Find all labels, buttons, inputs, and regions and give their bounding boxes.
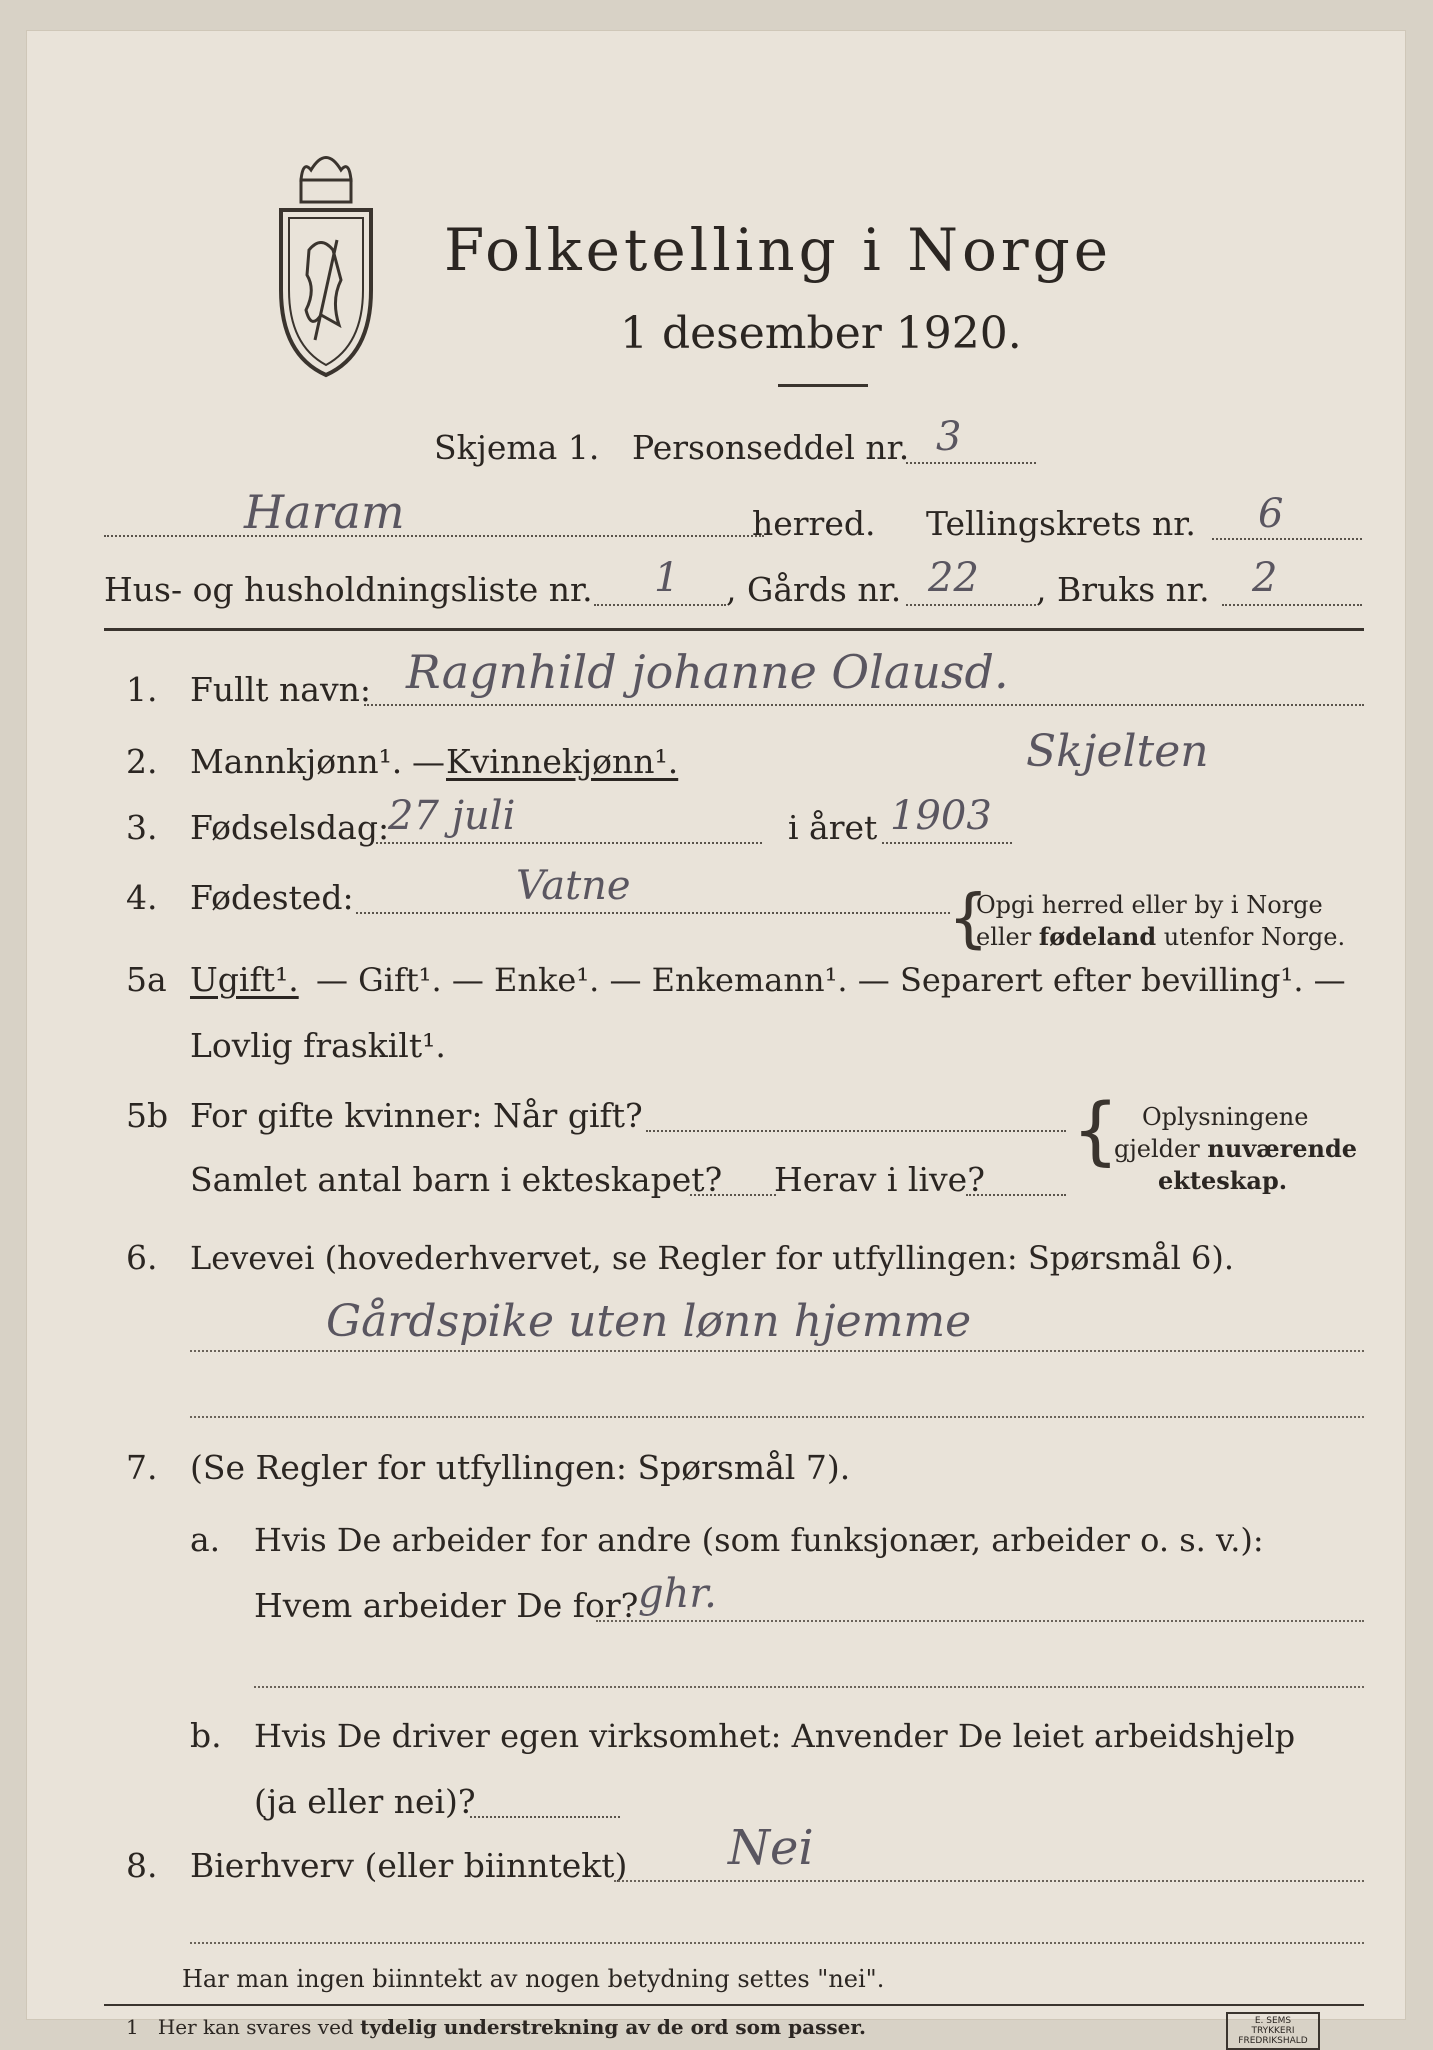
birth-year-value: 1903	[890, 793, 992, 839]
q4-note-line2: eller fødeland utenfor Norge.	[976, 922, 1346, 951]
husliste-value: 1	[654, 555, 680, 601]
personseddel-line	[906, 462, 1036, 464]
employer-value: ghr.	[638, 1571, 717, 1617]
form-title: Folketelling i Norge	[444, 216, 1113, 284]
gards-line	[906, 604, 1036, 606]
marital-status-options: — Gift¹. — Enke¹. — Enkemann¹. — Separert efter bevilling¹. —	[316, 961, 1346, 999]
children-alive-label: Herav i live?	[774, 1160, 985, 1199]
hired-help-line	[470, 1816, 620, 1818]
side-income-value: Nei	[728, 1820, 814, 1876]
q8-number: 8.	[126, 1846, 158, 1885]
title-divider	[778, 384, 868, 387]
full-name-continuation: Skjelten	[1026, 726, 1209, 777]
q4-note-brace: {	[948, 882, 989, 956]
q3-number: 3.	[126, 808, 158, 847]
gards-label: , Gårds nr.	[726, 570, 902, 609]
bruks-value: 2	[1252, 555, 1278, 601]
tellingskrets-label: Tellingskrets nr.	[926, 504, 1196, 543]
q2-separator: —	[412, 742, 445, 781]
birthplace-line	[356, 912, 950, 914]
birthplace-label: Fødested:	[190, 878, 354, 917]
side-income-line-2	[190, 1942, 1364, 1944]
bruks-line	[1222, 604, 1362, 606]
employer-line-2	[254, 1686, 1364, 1688]
husliste-line	[594, 604, 726, 606]
birthdate-line	[376, 842, 762, 844]
q7b-letter: b.	[190, 1716, 222, 1755]
children-count-line	[690, 1194, 776, 1196]
divorced-option: Lovlig fraskilt¹.	[190, 1026, 446, 1065]
children-alive-line	[966, 1194, 1066, 1196]
birth-year-label: i året	[788, 808, 878, 847]
q6-number: 6.	[126, 1238, 158, 1277]
census-date: 1 desember 1920.	[620, 308, 1022, 359]
employer-label: Hvem arbeider De for?	[254, 1586, 639, 1625]
birthdate-value: 27 juli	[388, 793, 516, 839]
hired-help-label: (ja eller nei)?	[254, 1782, 476, 1821]
female-option: Kvinnekjønn¹.	[446, 742, 679, 781]
header-divider	[104, 628, 1364, 631]
side-income-line	[614, 1880, 1364, 1882]
birthdate-label: Fødselsdag:	[190, 808, 390, 847]
herred-value: Haram	[244, 485, 405, 539]
occupation-label: Levevei (hovederhvervet, se Regler for utfyllingen: Spørsmål 6).	[190, 1239, 1235, 1277]
when-married-label: For gifte kvinner: Når gift?	[190, 1096, 643, 1135]
no-income-note: Har man ingen biinntekt av nogen betydning settes "nei".	[182, 1965, 885, 1993]
q5b-number: 5b	[126, 1096, 169, 1135]
q1-line	[364, 704, 1364, 706]
q5b-note-brace: {	[1072, 1088, 1120, 1174]
q1-number: 1.	[126, 670, 158, 709]
tellingskrets-value: 6	[1258, 491, 1284, 537]
q7b-text: Hvis De driver egen virksomhet: Anvender De leiet arbeidshjelp	[254, 1717, 1296, 1755]
when-married-line	[646, 1130, 1066, 1132]
q7-number: 7.	[126, 1448, 158, 1487]
full-name-value: Ragnhild johanne Olausd.	[406, 645, 1009, 699]
q5b-note-line1: Oplysningene	[1142, 1103, 1309, 1131]
schema-label: Skjema 1.	[434, 428, 600, 467]
birth-year-line	[882, 842, 1012, 844]
q2-number: 2.	[126, 742, 158, 781]
q4-note-line1: Opgi herred eller by i Norge	[976, 891, 1323, 919]
q7-label: (Se Regler for utfyllingen: Spørsmål 7).	[190, 1448, 851, 1487]
occupation-line-2	[190, 1416, 1364, 1418]
bruks-label: , Bruks nr.	[1036, 570, 1210, 609]
herred-label: herred.	[752, 504, 876, 543]
occupation-line-1	[190, 1350, 1364, 1352]
q7a-text: Hvis De arbeider for andre (som funksjonær, arbeider o. s. v.):	[254, 1521, 1264, 1559]
census-form-sheet	[26, 30, 1406, 2046]
gards-value: 22	[928, 555, 979, 601]
personseddel-value: 3	[936, 414, 962, 460]
personseddel-label: Personseddel nr.	[632, 428, 910, 467]
q5b-note-line3: ekteskap.	[1158, 1166, 1288, 1195]
footer-divider	[104, 2004, 1364, 2006]
q7a-letter: a.	[190, 1520, 221, 1559]
employer-line	[596, 1620, 1364, 1622]
occupation-value: Gårdspike uten lønn hjemme	[326, 1296, 972, 1347]
footnote: 1 Her kan svares ved tydelig understrekning av de ord som passer.	[126, 2015, 866, 2039]
tellingskrets-line	[1212, 538, 1362, 540]
birthplace-value: Vatne	[516, 863, 631, 909]
coat-of-arms-icon	[271, 140, 381, 380]
male-option: Mannkjønn¹.	[190, 742, 403, 781]
children-count-label: Samlet antal barn i ekteskapet?	[190, 1160, 723, 1199]
unmarried-option: Ugift¹.	[190, 960, 299, 999]
side-income-label: Bierhverv (eller biinntekt)	[190, 1846, 628, 1885]
husliste-label: Hus- og husholdningsliste nr.	[104, 570, 593, 609]
q1-label: Fullt navn:	[190, 670, 371, 709]
q4-number: 4.	[126, 878, 158, 917]
printer-stamp: E. SEMS TRYKKERI FREDRIKSHALD	[1226, 2012, 1320, 2050]
herred-line	[104, 535, 764, 537]
q5b-note-line2: gjelder nuværende	[1114, 1134, 1358, 1163]
q5a-number: 5a	[126, 960, 167, 999]
